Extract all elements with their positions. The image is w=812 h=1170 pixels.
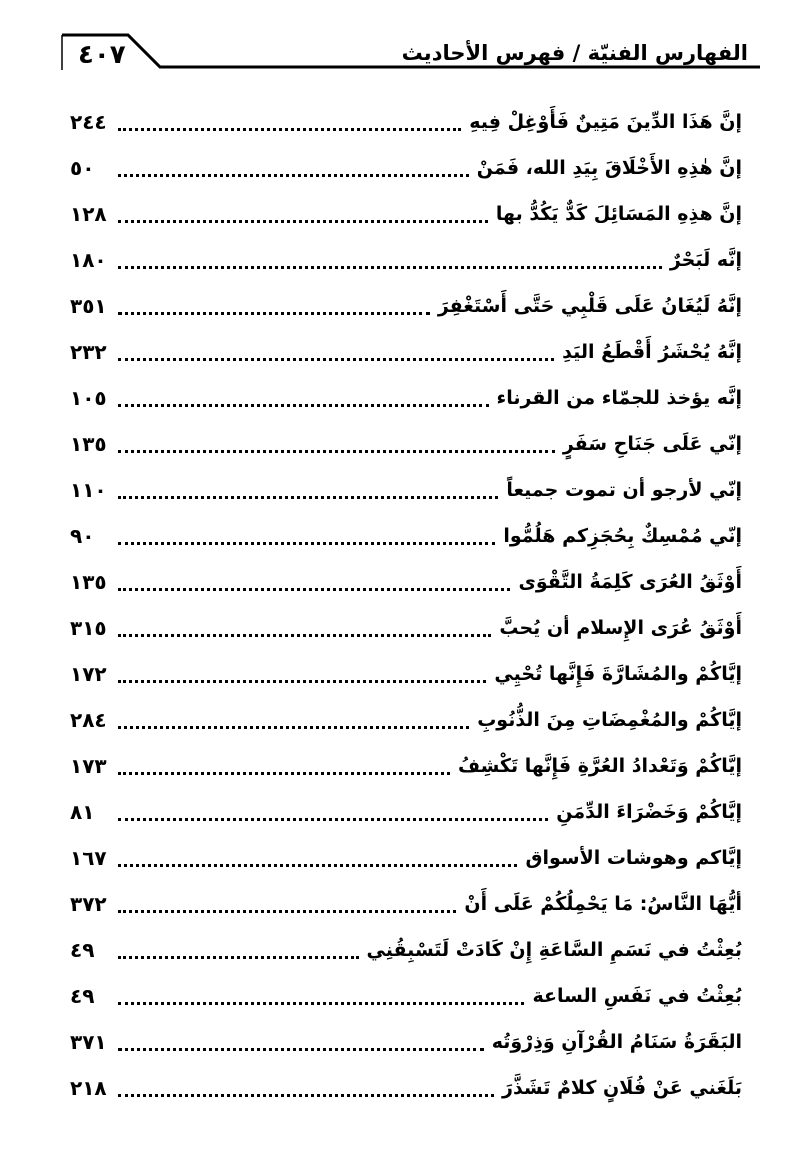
dot-leader bbox=[118, 404, 489, 407]
hadith-text: إنَّ هَذَا الدِّينَ مَتِينٌ فَأَوْغِلْ فِيهِ bbox=[469, 111, 742, 133]
dot-leader bbox=[118, 726, 469, 729]
index-entry bbox=[70, 146, 742, 190]
index-entry bbox=[70, 468, 742, 512]
hadith-text: إنَّه لَبَحْرٌ bbox=[669, 249, 742, 271]
index-entry bbox=[70, 836, 742, 880]
index-entry bbox=[70, 744, 742, 788]
page-reference: ١٨٠ bbox=[70, 248, 107, 272]
running-title: الفهارس الفنيّة / فهرس الأحاديث bbox=[401, 41, 748, 65]
page-reference: ٤٩ bbox=[70, 938, 95, 962]
hadith-text: إنَّه يؤخذ للجمّاء من القرناء bbox=[496, 387, 742, 409]
dot-leader bbox=[118, 956, 359, 959]
dot-leader bbox=[118, 266, 662, 269]
dot-leader bbox=[118, 220, 488, 223]
page-reference: ١٣٥ bbox=[70, 432, 107, 456]
index-entry bbox=[70, 284, 742, 328]
hadith-text: إيَّاكم وهوشات الأسواق bbox=[525, 847, 742, 869]
dot-leader bbox=[118, 1048, 484, 1051]
hadith-text: إنّي مُمْسِكٌ بِحُجَزِكم هَلُمُّوا bbox=[503, 525, 742, 547]
hadith-text: إنَّ هذِهِ المَسَائِلَ كَدٌّ يَكُدُّ بها bbox=[495, 203, 742, 225]
hadith-text: أَوْثَقُ عُرَى الإِسلام أن يُحبَّ bbox=[499, 617, 742, 639]
page-reference: ٨١ bbox=[70, 800, 95, 824]
hadith-text: إيَّاكُمْ وَخَضْرَاءَ الدِّمَنِ bbox=[556, 801, 742, 823]
page-reference: ١١٠ bbox=[70, 478, 107, 502]
index-entry bbox=[70, 376, 742, 420]
dot-leader bbox=[118, 312, 430, 315]
index-entry bbox=[70, 422, 742, 466]
page-reference: ٢٤٤ bbox=[70, 110, 107, 134]
page-reference: ١٧٣ bbox=[70, 754, 107, 778]
page-reference: ٣٥١ bbox=[70, 294, 107, 318]
index-entry bbox=[70, 698, 742, 742]
index-entry bbox=[70, 882, 742, 926]
index-entry bbox=[70, 790, 742, 834]
dot-leader bbox=[118, 1094, 494, 1097]
index-entry bbox=[70, 974, 742, 1018]
page-reference: ١٢٨ bbox=[70, 202, 107, 226]
page-reference: ٩٠ bbox=[70, 524, 95, 548]
index-entry bbox=[70, 330, 742, 374]
dot-leader bbox=[118, 864, 517, 867]
dot-leader bbox=[118, 358, 554, 361]
dot-leader bbox=[118, 910, 456, 913]
index-entry bbox=[70, 100, 742, 144]
page-reference: ١٦٧ bbox=[70, 846, 107, 870]
dot-leader bbox=[118, 128, 461, 131]
index-entry bbox=[70, 560, 742, 604]
hadith-text: إنَّ هٰذِهِ الأَخْلَاقَ بِيَدِ الله، فَمَنْ bbox=[476, 157, 742, 179]
dot-leader bbox=[118, 450, 555, 453]
hadith-text: بُعِثْتُ في نَفَسِ الساعة bbox=[532, 985, 742, 1007]
page-reference: ٣٧١ bbox=[70, 1030, 107, 1054]
hadith-text: إنّي عَلَى جَنَاحِ سَفَرٍ bbox=[562, 433, 742, 455]
page-reference: ٢٣٢ bbox=[70, 340, 107, 364]
page-reference: ١٠٥ bbox=[70, 386, 107, 410]
page-reference: ١٣٥ bbox=[70, 570, 107, 594]
dot-leader bbox=[118, 174, 469, 177]
dot-leader bbox=[118, 542, 495, 545]
page-number: ٤٠٧ bbox=[78, 40, 126, 70]
dot-leader bbox=[118, 1002, 524, 1005]
dot-leader bbox=[118, 772, 450, 775]
hadith-text: إنّي لأرجو أن تموت جميعاً bbox=[506, 479, 742, 501]
index-entry bbox=[70, 652, 742, 696]
index-entry bbox=[70, 238, 742, 282]
dot-leader bbox=[118, 818, 548, 821]
hadith-text: أيُّهَا النَّاسُ: مَا يَحْمِلُكُمْ عَلَى أَنْ bbox=[464, 893, 742, 915]
index-entry bbox=[70, 514, 742, 558]
page-header bbox=[0, 0, 812, 80]
page-reference: ٤٩ bbox=[70, 984, 95, 1008]
hadith-text: إيَّاكُمْ وَتَعْدادُ العُرَّةِ فَإِنَّها تَكْشِفُ bbox=[457, 755, 742, 777]
page-reference: ٢٨٤ bbox=[70, 708, 107, 732]
index-entry bbox=[70, 1020, 742, 1064]
hadith-text: البَقَرَةُ سَنَامُ القُرْآنِ وَذِرْوَتُه bbox=[491, 1031, 742, 1053]
hadith-text: أَوْثَقُ العُرَى كَلِمَةُ التَّقْوَى bbox=[518, 571, 742, 593]
dot-leader bbox=[118, 496, 498, 499]
page-reference: ٣١٥ bbox=[70, 616, 107, 640]
dot-leader bbox=[118, 588, 510, 591]
page-reference: ٢١٨ bbox=[70, 1076, 107, 1100]
dot-leader bbox=[118, 680, 486, 683]
hadith-text: إنَّهُ لَيُغَانُ عَلَى قَلْبِي حَتَّى أَسْتَغْفِرَ bbox=[437, 295, 742, 317]
index-entry bbox=[70, 928, 742, 972]
page-reference: ٥٠ bbox=[70, 156, 95, 180]
page-reference: ٣٧٢ bbox=[70, 892, 107, 916]
hadith-text: بَلَغَني عَنْ فُلَانٍ كلامٌ تَشَذَّرَ bbox=[502, 1077, 742, 1099]
index-entry bbox=[70, 1066, 742, 1110]
dot-leader bbox=[118, 634, 491, 637]
index-entry bbox=[70, 606, 742, 650]
hadith-text: إنَّهُ يُحْشَرُ أَقْطَعُ اليَدِ bbox=[562, 341, 742, 363]
hadith-text: إيَّاكُمْ والمُغْمِضَاتِ مِنَ الذُّنُوبِ bbox=[477, 709, 742, 731]
hadith-text: بُعِثْتُ في نَسَمِ السَّاعَةِ إِنْ كَادَتْ لَتَسْبِقُنِي bbox=[366, 939, 742, 961]
page-reference: ١٧٢ bbox=[70, 662, 107, 686]
hadith-text: إيَّاكُمْ والمُشَارَّةَ فَإِنَّها تُحْيِي bbox=[494, 663, 742, 685]
index-entry bbox=[70, 192, 742, 236]
